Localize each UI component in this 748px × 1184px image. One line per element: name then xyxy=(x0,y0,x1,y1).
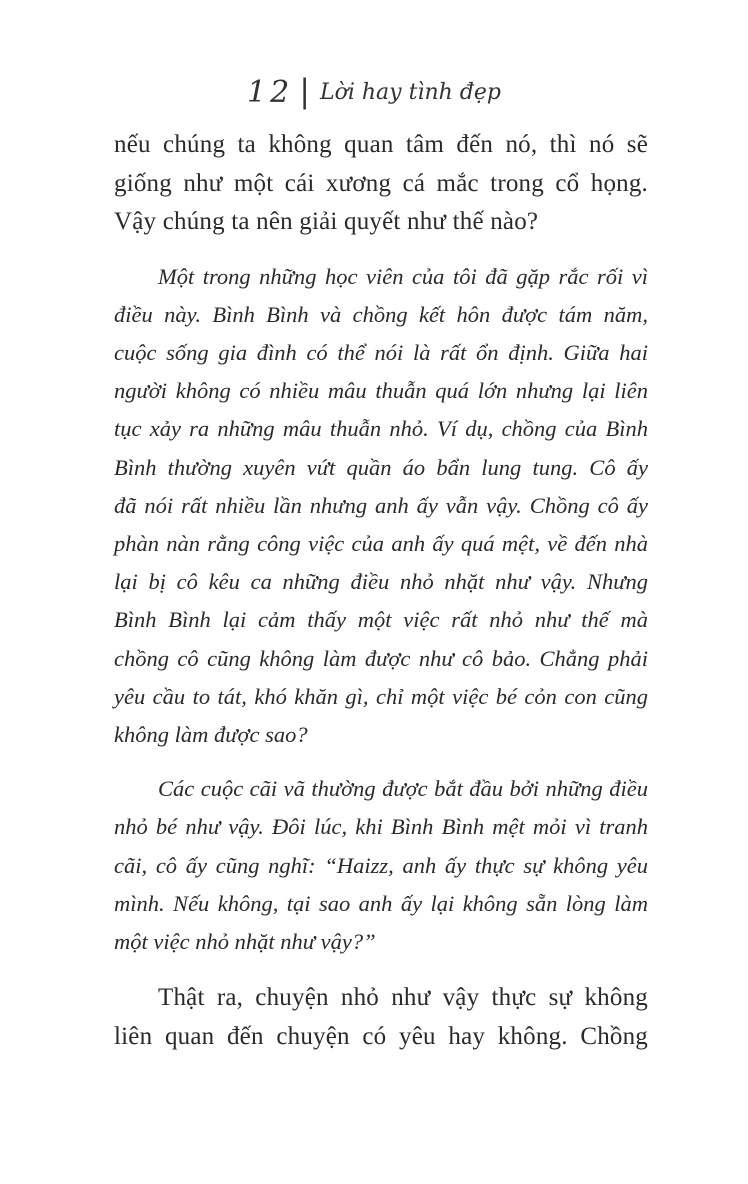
text-line: Bình thường xuyên vứt quần áo bẩn lung tung. Cô ấy xyxy=(114,454,648,480)
text-line: Bình Bình lại cảm thấy một việc rất nhỏ như thế mà xyxy=(114,607,648,633)
text-line: chồng cô cũng không làm được như cô bảo. Chẳng phải xyxy=(114,645,648,671)
text-line: Các cuộc cãi vã thường được bắt đầu bởi những điều xyxy=(158,776,648,802)
paragraph xyxy=(114,979,648,1056)
header-separator: | xyxy=(299,72,310,110)
page-number: 12 xyxy=(247,75,294,110)
text-line: một việc nhỏ nhặt như vậy?” xyxy=(114,928,376,954)
text-line: Vậy chúng ta nên giải quyết như thế nào? xyxy=(114,208,539,235)
text-line: mình. Nếu không, tại sao anh ấy lại không sẵn lòng làm xyxy=(114,890,648,916)
paragraph-story xyxy=(114,258,648,755)
page-body xyxy=(114,126,648,1056)
text-line: yêu cầu to tát, khó khăn gì, chỉ một việc bé cỏn con cũng xyxy=(114,683,648,709)
page-header xyxy=(0,72,748,110)
text-line: giống như một cái xương cá mắc trong cổ họng. xyxy=(114,169,648,197)
paragraph-story xyxy=(114,770,648,961)
text-line: người không có nhiều mâu thuẫn quá lớn nhưng lại liên xyxy=(114,378,648,404)
text-line: lại bị cô kêu ca những điều nhỏ nhặt như vậy. Nhưng xyxy=(114,569,648,595)
book-title: Lời hay tình đẹp xyxy=(319,80,501,105)
paragraph xyxy=(114,126,648,242)
text-line: cãi, cô ấy cũng nghĩ: “Haizz, anh ấy thực sự không yêu xyxy=(114,852,648,878)
text-line: phàn nàn rằng công việc của anh ấy quá mệt, về đến nhà xyxy=(114,530,648,556)
text-line: Một trong những học viên của tôi đã gặp rắc rối vì xyxy=(158,263,648,289)
text-line: nhỏ bé như vậy. Đôi lúc, khi Bình Bình mệt mỏi vì tranh xyxy=(114,814,648,840)
text-line: cuộc sống gia đình có thể nói là rất ổn định. Giữa hai xyxy=(114,339,648,365)
text-line: tục xảy ra những mâu thuẫn nhỏ. Ví dụ, chồng của Bình xyxy=(114,416,648,442)
text-line: đã nói rất nhiều lần nhưng anh ấy vẫn vậy. Chồng cô ấy xyxy=(114,492,648,518)
text-line: Thật ra, chuyện nhỏ như vậy thực sự không xyxy=(158,984,648,1012)
text-line: điều này. Bình Bình và chồng kết hôn được tám năm, xyxy=(114,301,648,327)
text-line: liên quan đến chuyện có yêu hay không. Chồng xyxy=(114,1022,648,1050)
text-line: không làm được sao? xyxy=(114,721,308,747)
text-line: nếu chúng ta không quan tâm đến nó, thì nó sẽ xyxy=(114,131,648,158)
